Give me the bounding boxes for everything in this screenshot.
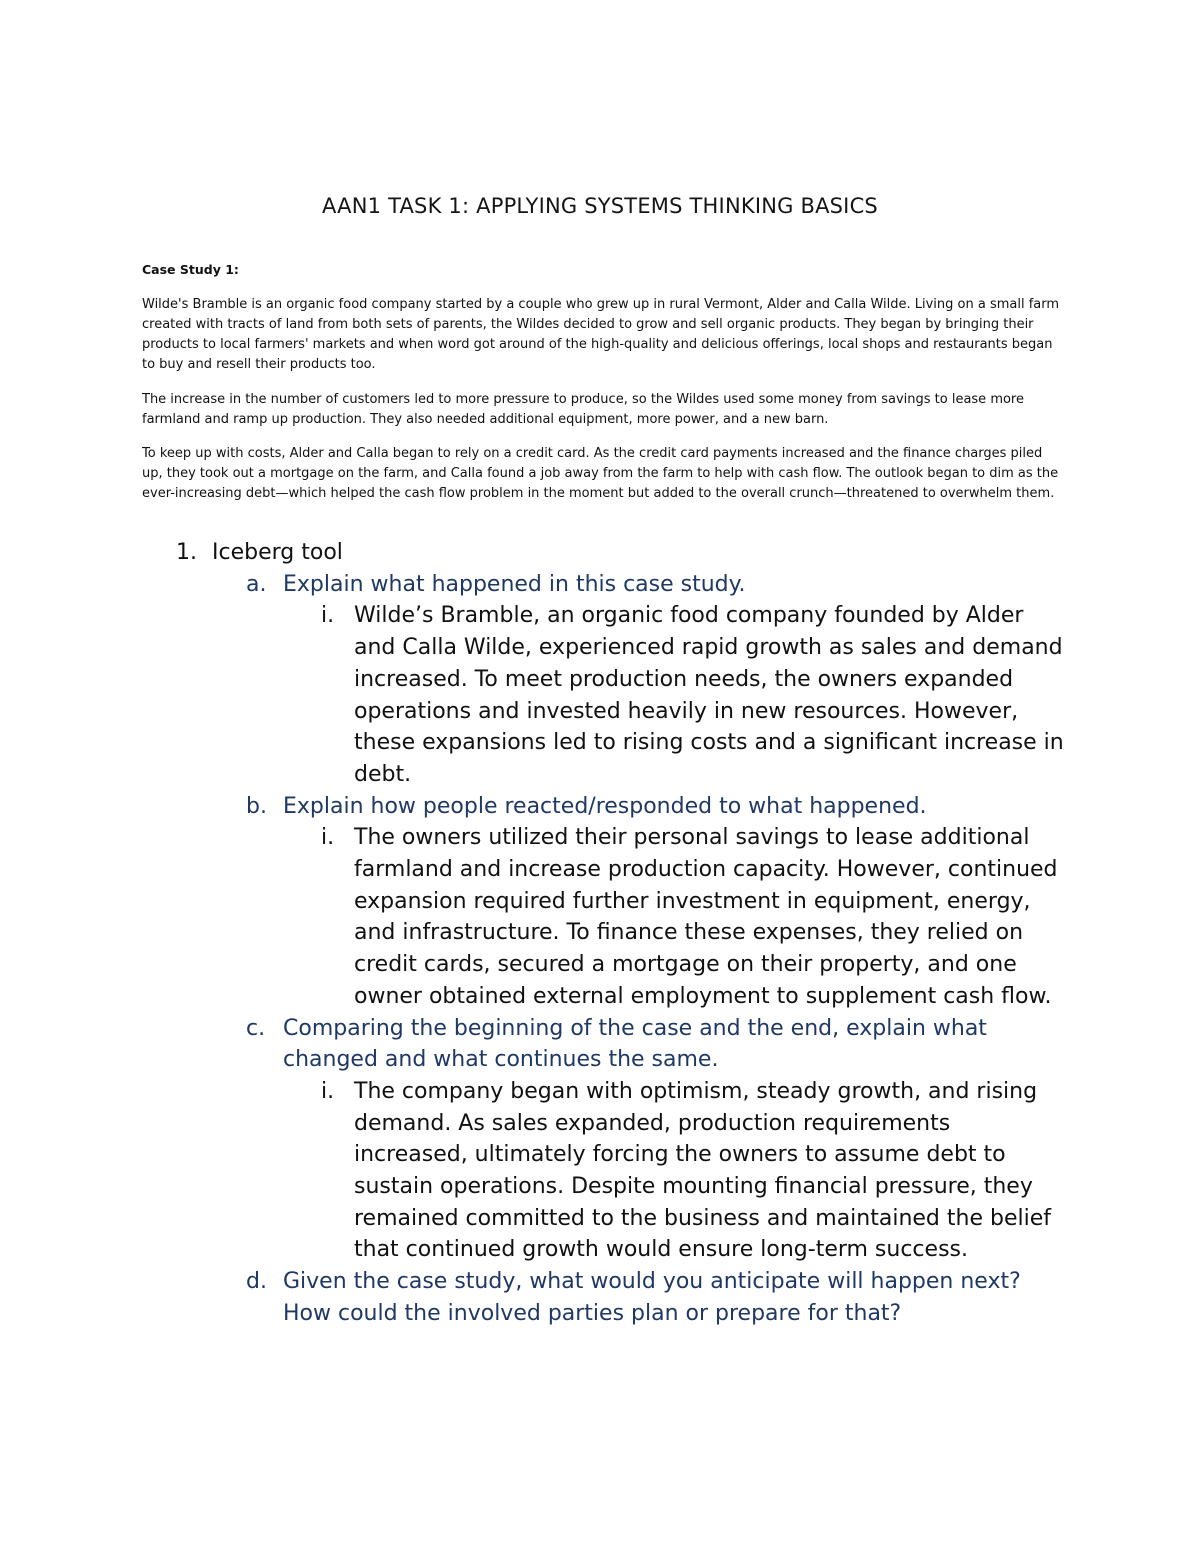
question-text: Comparing the beginning of the case and the end, explain what changed and what continues the same. <box>283 1015 987 1073</box>
answer-a <box>0 600 1200 790</box>
answer-c <box>0 1076 1200 1266</box>
answer-text: Wilde’s Bramble, an organic food company founded by Alder and Calla Wilde, experienced rapid growth as sales and demand increased. To meet production needs, the owners expanded operations and invested heavily in new resources. However, these expansions led to rising costs and a significant increase in debt. <box>354 603 1064 787</box>
question-marker: d. <box>246 1269 267 1295</box>
question-text: Explain what happened in this case study. <box>283 571 746 597</box>
question-marker: a. <box>246 571 267 597</box>
question-outline <box>0 537 1200 1330</box>
list-marker: 1. <box>176 540 197 565</box>
case-paragraph-1: Wilde's Bramble is an organic food company started by a couple who grew up in rural Vermont, Alder and Calla Wilde. Living on a small farm created with tracts of land from both sets of parents, the Wildes decided to grow and sell organic products. They began by bringing their products to local farmers' markets and when word got around of the high-quality and delicious offerings, local shops and restaurants began to buy and resell their products too. <box>142 297 1060 372</box>
question-text: Explain how people reacted/responded to what happened. <box>283 793 927 819</box>
answer-b <box>0 822 1200 1012</box>
answer-text: The owners utilized their personal savings to lease additional farmland and increase production capacity. However, continued expansion required further investment in equipment, energy, and infrastructure. To finance these expenses, they relied on credit cards, secured a mortgage on their property, and one owner obtained external employment to supplement cash flow. <box>354 825 1058 1009</box>
question-marker: c. <box>246 1015 266 1041</box>
question-c <box>0 1013 1200 1076</box>
question-text: Given the case study, what would you anticipate will happen next? How could the involved parties plan or prepare for that? <box>283 1269 1021 1326</box>
case-paragraph-3: To keep up with costs, Alder and Calla began to rely on a credit card. As the credit card payments increased and the finance charges piled up, they took out a mortgage on the farm, and Calla found a job away from the farm to help with cash flow. The outlook began to dim as the ever-increasing debt—which helped the cash flow problem in the moment but added to the overall crunch—threatened to overwhelm them. <box>142 446 1059 501</box>
question-b <box>0 791 1200 823</box>
list-item-label: Iceberg tool <box>212 540 343 565</box>
case-study-label: Case Study 1: <box>142 262 239 277</box>
answer-text: The company began with optimism, steady growth, and rising demand. As sales expanded, production requirements increased, ultimately forcing the owners to assume debt to sustain operations. Despite mounting financial pressure, they remained committed to the business and maintained the belief that continued growth would ensure long-term success. <box>354 1078 1051 1263</box>
page-title: AAN1 TASK 1: APPLYING SYSTEMS THINKING BASICS <box>322 194 878 218</box>
case-paragraph-2: The increase in the number of customers led to more pressure to produce, so the Wildes used some money from savings to lease more farmland and ramp up production. They also needed additional equipment, more power, and a new barn. <box>142 392 1024 427</box>
question-marker: b. <box>246 793 267 819</box>
question-a <box>0 569 1200 601</box>
list-item-iceberg-tool <box>0 537 1200 569</box>
answer-marker: i. <box>321 825 335 851</box>
question-d <box>0 1266 1200 1329</box>
answer-marker: i. <box>321 603 335 629</box>
answer-marker: i. <box>321 1078 335 1104</box>
